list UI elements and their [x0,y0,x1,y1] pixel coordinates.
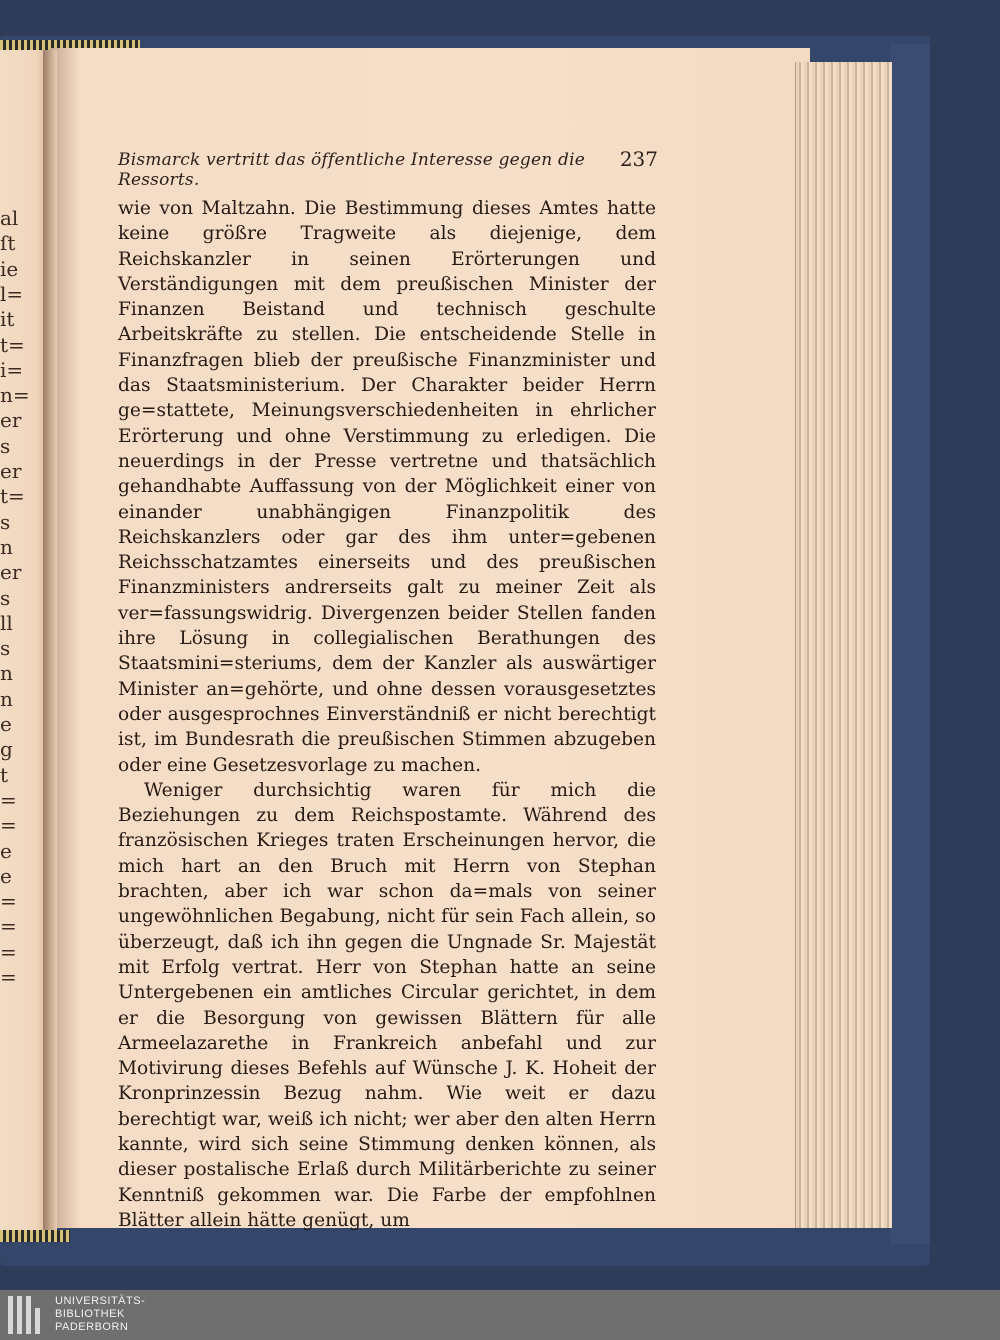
logo-line: PADERBORN [55,1321,129,1333]
library-logo-icon [8,1296,48,1334]
left-page-fragment: er [0,408,22,433]
page-edges [795,62,892,1228]
left-page-fragment: er [0,459,22,483]
left-page-fragment: s [0,433,11,458]
page-number: 237 [619,147,658,171]
left-page-fragment: s [0,585,11,610]
page-gutter [43,50,57,1230]
left-page-fragment: e [0,863,12,888]
left-page-fragment: t= [0,484,25,509]
left-page-fragment: n= [0,383,30,408]
left-page-fragment: ll [0,610,13,635]
library-footer-bar [0,1290,1000,1340]
logo-line: UNIVERSITÄTS- [55,1295,146,1307]
left-page-fragment: = [0,813,17,838]
paragraph: wie von Maltzahn. Die Bestimmung dieses Amtes hatte keine größre Tragweite als diejenige, dem Reichskanzler in seinen Erörterungen und Verständigungen mit dem preußischen Minister der Finanzen Beistand und technisch geschulte Arbeitskräfte zu stellen. Die entscheidende Stelle in Finanzfragen blieb der preußische Finanzminister und das Staatsministerium. Der Charakter beider Herrn ge=stattete, Meinungsverschiedenheiten in ehrlicher Erörterung und ohne Verstimmung zu erledigen. Die neuerdings in der Presse vertretne und thatsächlich gehandhabte Auffassung von der Möglichkeit einer von einander unabhängigen Finanzpolitik des Reichskanzlers oder gar des ihm unter=gebenen Reichsschatzamtes einerseits und des preußischen Finanzministers andrerseits galt zu meiner Zeit als ver=fassungswidrig. Divergenzen beider Stellen fanden ihre Lösung in collegialischen Berathungen des Staatsmini=steriums, dem der Kanzler als auswärtiger Minister an=gehörte, und ohne dessen vorausgesetztes oder ausgesprochnes Einverständniß er nicht berechtigt ist, im Bundesrath die preußischen Stimmen abzugeben oder eine Gesetzesvorlage zu machen. [118,198,656,776]
logo-line: BIBLIOTHEK [55,1308,125,1320]
left-page-fragment: i= [0,357,24,382]
left-page-fragment: e [0,838,12,863]
left-page-fragment: t [0,762,9,787]
gilt-edge-bottom [0,1230,70,1242]
cover-board-edge [890,44,930,1244]
left-page-fragment: n [0,661,13,686]
left-page-fragment: = [0,787,17,812]
left-page-fragment: ie [0,256,19,281]
running-head-title: Bismarck vertritt das öffentliche Interesse gegen die Ressorts. [118,150,586,190]
running-header [118,147,658,190]
paragraph: Weniger durchsichtig waren für mich die Beziehungen zu dem Reichspostamte. Während des französischen Krieges traten Erscheinungen hervor, die mich hart an den Bruch mit Herrn von Stephan brachten, aber ich war schon da=mals von seiner ungewöhnlichen Begabung, nicht für sein Fach allein, so überzeugt, daß ich ihn gegen die Ungnade Sr. Majestät mit Erfolg vertrat. Herr von Stephan hatte an seine Untergebenen ein amtliches Circular gerichtet, in dem er die Besorgung von gewissen Blättern für alle Armeelazarethe in Frankreich anbefahl und zur Motivirung dieses Befehls auf Wünsche J. K. Hoheit der Kronprinzessin Bezug nahm. Wie weit er dazu berechtigt war, weiß ich nicht; wer aber den alten Herrn kannte, wird sich seine Stimmung denken können, als dieser postalische Erlaß durch Militärberichte zu seiner Kenntniß gekommen war. Die Farbe der empfohlnen Blätter allein hätte genügt, um [118,779,656,1231]
left-page-fragment: e [0,712,12,736]
library-logo-text [55,1295,145,1334]
left-page-fragment: er [0,560,22,585]
left-page-fragment: g [0,737,13,762]
left-page-fragment: t= [0,332,25,357]
left-page-fragment: al [0,206,19,230]
left-page-fragment: s [0,636,11,661]
left-page-fragment: l= [0,281,24,306]
left-page-fragment: = [0,965,17,989]
left-page-fragment: n [0,534,13,559]
left-page-fragment: n [0,686,13,711]
left-page-fragment: ſt [0,231,16,256]
left-page-fragment: s [0,509,11,534]
left-page-fragment: = [0,939,17,964]
left-page-fragment: = [0,914,17,939]
body-text [118,196,656,1233]
left-page-fragment: = [0,889,17,914]
left-page-fragment: it [0,307,15,332]
